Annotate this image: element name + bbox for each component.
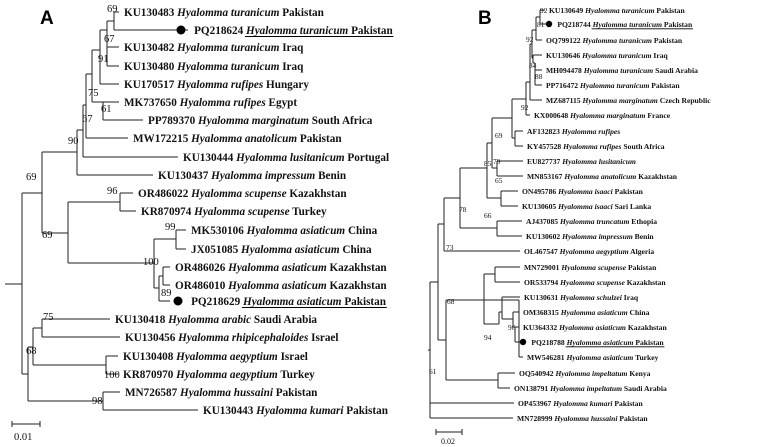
leaf-label bbox=[524, 278, 666, 287]
leaf-location: Pakistan bbox=[346, 405, 388, 417]
leaf-label bbox=[123, 351, 308, 363]
leaf-label bbox=[549, 6, 685, 15]
leaf-location: South Africa bbox=[623, 142, 665, 151]
leaf-accession: KU130456 bbox=[125, 332, 176, 344]
leaf-species: Hyalomma turanicum bbox=[583, 66, 654, 75]
leaf-location: Turkey bbox=[292, 206, 327, 218]
leaf-accession: MW172215 bbox=[133, 133, 189, 145]
leaf-label bbox=[124, 97, 297, 109]
leaf-accession: ON138791 bbox=[514, 384, 549, 393]
study-sample-marker bbox=[174, 297, 183, 306]
bootstrap-value: 69 bbox=[42, 230, 53, 241]
bootstrap-value: 100 bbox=[104, 370, 120, 381]
leaf-location: Pakistan bbox=[619, 414, 648, 423]
leaf-accession: EU827737 bbox=[527, 157, 561, 166]
leaf-species: Hyalomma rhipicephaloides bbox=[178, 332, 309, 344]
bootstrap-value: 67 bbox=[104, 34, 115, 45]
leaf-location: Kazakhstan bbox=[329, 280, 387, 292]
bootstrap-value: 61 bbox=[429, 367, 437, 376]
leaf-accession: KU130649 bbox=[549, 6, 584, 15]
leaf-location: Israel bbox=[280, 351, 308, 363]
leaf-accession: MN853167 bbox=[527, 172, 563, 181]
leaf-accession: MN728999 bbox=[517, 414, 553, 423]
leaf-accession: KU130418 bbox=[115, 314, 166, 326]
leaf-accession: KU364332 bbox=[523, 323, 558, 332]
leaf-species: Hyalomma lusitanicum bbox=[562, 157, 636, 166]
leaf-species: Hyalomma turanicum bbox=[582, 51, 652, 60]
leaf-species: Hyalomma turanicum bbox=[177, 7, 280, 19]
bootstrap-value: 88 bbox=[535, 72, 543, 81]
leaf-label bbox=[531, 338, 664, 347]
leaf-label bbox=[123, 369, 315, 381]
leaf-species: Hyalomma turanicum bbox=[585, 6, 655, 15]
leaf-accession: KR870970 bbox=[123, 369, 174, 381]
leaf-species: Hyalomma marginatum bbox=[198, 115, 309, 127]
leaf-species: Hyalomma turanicum bbox=[177, 42, 280, 54]
leaf-label bbox=[523, 308, 650, 317]
leaf-accession: KU130443 bbox=[203, 405, 254, 417]
leaf-location: China bbox=[629, 308, 650, 317]
leaf-species: Hyalomma aegyptium bbox=[176, 351, 278, 363]
tree-b-leaves bbox=[514, 6, 711, 423]
leaf-species: Hyalomma scupense bbox=[560, 278, 625, 287]
study-sample-marker bbox=[546, 21, 552, 27]
leaf-label bbox=[517, 414, 648, 423]
leaf-location: China bbox=[347, 225, 378, 237]
leaf-label bbox=[524, 247, 654, 256]
leaf-location: China bbox=[342, 244, 372, 256]
leaf-label bbox=[523, 323, 667, 332]
leaf-species: Hyalomma rufipes bbox=[179, 97, 266, 109]
leaf-accession: AF132823 bbox=[527, 127, 560, 136]
leaf-species: Hyalomma turanicum bbox=[246, 25, 349, 37]
bootstrap-value: 66 bbox=[484, 211, 492, 220]
leaf-location: Iraq bbox=[282, 61, 304, 73]
leaf-species: Hyalomma turanicum bbox=[592, 20, 663, 29]
leaf-accession: MK737650 bbox=[124, 97, 177, 109]
leaf-location: South Africa bbox=[311, 115, 373, 127]
leaf-accession: KU130408 bbox=[123, 351, 174, 363]
leaf-species: Hyalomma rufipes bbox=[177, 79, 264, 91]
leaf-location: Benin bbox=[634, 232, 654, 241]
leaf-species: Hyalomma isaaci bbox=[558, 202, 613, 211]
scale-bar-a-label: 0.01 bbox=[14, 432, 33, 443]
leaf-label bbox=[133, 133, 342, 145]
leaf-species: Hyalomma arabic bbox=[168, 314, 252, 326]
leaf-location: Czech Republic bbox=[659, 96, 711, 105]
bootstrap-value: 81 bbox=[537, 20, 545, 29]
leaf-accession: ON495786 bbox=[522, 187, 557, 196]
leaf-label bbox=[527, 172, 678, 181]
leaf-accession: OL467547 bbox=[524, 247, 558, 256]
leaf-location: Turkey bbox=[635, 353, 659, 362]
leaf-accession: OR486022 bbox=[138, 188, 189, 200]
leaf-accession: OR533794 bbox=[524, 278, 559, 287]
panel-label-a: A bbox=[40, 8, 54, 29]
leaf-location: Iraq bbox=[623, 293, 639, 302]
leaf-location: Kazakhstan bbox=[627, 323, 667, 332]
leaf-location: Ethopia bbox=[631, 217, 658, 226]
bootstrap-value: 91 bbox=[98, 54, 109, 65]
leaf-species: Hyalomma kumari bbox=[256, 405, 344, 417]
leaf-species: Hyalomma rufipes bbox=[561, 127, 621, 136]
leaf-accession: KX000648 bbox=[534, 111, 569, 120]
leaf-species: Hyalomma asiaticum bbox=[566, 338, 634, 347]
leaf-location: Pakistan bbox=[628, 263, 657, 272]
leaf-label bbox=[546, 81, 680, 90]
leaf-accession: PQ218629 bbox=[191, 296, 241, 308]
leaf-accession: KU130437 bbox=[158, 170, 209, 182]
leaf-species: Hyalomma isaaci bbox=[558, 187, 613, 196]
leaf-species: Hyalomma asiaticum bbox=[241, 244, 340, 256]
leaf-accession: MN726587 bbox=[125, 387, 178, 399]
leaf-label bbox=[546, 51, 669, 60]
leaf-accession: OP453967 bbox=[518, 399, 552, 408]
bootstrap-value: 90 bbox=[68, 136, 79, 147]
leaf-location: Egypt bbox=[268, 97, 298, 109]
leaf-species: Hyalomma schulzei bbox=[560, 293, 622, 302]
leaf-species: Hyalomma anatolicum bbox=[191, 133, 298, 145]
bootstrap-value: 99 bbox=[165, 222, 176, 233]
leaf-accession: AJ437085 bbox=[526, 217, 559, 226]
bootstrap-value: 92 bbox=[540, 6, 548, 15]
bootstrap-value: 68 bbox=[26, 346, 37, 357]
bootstrap-value: 89 bbox=[161, 288, 172, 299]
leaf-label bbox=[141, 206, 327, 218]
leaf-label bbox=[546, 66, 698, 75]
leaf-label bbox=[534, 111, 671, 120]
leaf-label bbox=[125, 387, 318, 399]
leaf-label bbox=[124, 79, 309, 91]
scale-bar-a bbox=[12, 421, 40, 443]
leaf-species: Hyalomma asiaticum bbox=[560, 308, 628, 317]
leaf-accession: PQ218744 bbox=[557, 20, 591, 29]
leaf-species: Hyalomma truncatum bbox=[559, 217, 630, 226]
leaf-location: Kazakhstan bbox=[289, 188, 347, 200]
leaf-species: Hyalomma impressum bbox=[211, 170, 316, 182]
leaf-accession: PQ218624 bbox=[194, 25, 244, 37]
leaf-location: Hungary bbox=[266, 79, 309, 91]
leaf-species: Hyalomma turanicum bbox=[582, 36, 652, 45]
leaf-species: Hyalomma asiaticum bbox=[243, 296, 342, 308]
leaf-label bbox=[526, 217, 657, 226]
scale-bar-b bbox=[436, 429, 462, 446]
leaf-accession: JX051085 bbox=[191, 244, 239, 256]
bootstrap-value: 84 bbox=[529, 61, 537, 70]
leaf-accession: KU130480 bbox=[124, 61, 175, 73]
leaf-species: Hyalomma aegyptium bbox=[559, 247, 629, 256]
tree-panel-a bbox=[5, 4, 393, 443]
leaf-location: Pakistan bbox=[282, 7, 324, 19]
leaf-species: Hyalomma aegyptium bbox=[176, 369, 278, 381]
bootstrap-value: 69 bbox=[107, 4, 118, 15]
leaf-accession: OQ799122 bbox=[546, 36, 581, 45]
leaf-accession: MZ687115 bbox=[546, 96, 581, 105]
leaf-accession: KU130605 bbox=[522, 202, 557, 211]
leaf-location: Pakistan bbox=[663, 20, 693, 29]
bootstrap-value: 69 bbox=[26, 172, 37, 183]
leaf-location: Pakistan bbox=[275, 387, 318, 399]
bootstrap-value: 69 bbox=[495, 131, 503, 140]
leaf-species: Hyalomma turanicum bbox=[579, 81, 650, 90]
leaf-location: Benin bbox=[318, 170, 347, 182]
leaf-species: Hyalomma kumari bbox=[553, 399, 613, 408]
leaf-label bbox=[522, 187, 644, 196]
leaf-species: Hyalomma impressum bbox=[562, 232, 633, 241]
leaf-accession: MN729001 bbox=[524, 263, 560, 272]
leaf-label bbox=[194, 25, 393, 37]
leaf-accession: OR486010 bbox=[175, 280, 226, 292]
bootstrap-value: 100 bbox=[143, 257, 159, 268]
bootstrap-value: 92 bbox=[521, 103, 529, 112]
leaf-accession: KU130602 bbox=[526, 232, 561, 241]
bootstrap-value: 96 bbox=[508, 323, 516, 332]
study-sample-marker bbox=[177, 26, 186, 35]
leaf-label bbox=[524, 263, 657, 272]
leaf-label bbox=[191, 244, 372, 256]
leaf-label bbox=[158, 170, 347, 182]
leaf-species: Hyalomma lusitanicum bbox=[236, 152, 345, 164]
leaf-accession: KU170517 bbox=[124, 79, 175, 91]
leaf-label bbox=[125, 332, 339, 344]
leaf-accession: OM368315 bbox=[523, 308, 559, 317]
leaf-label bbox=[175, 262, 387, 274]
leaf-location: Iraq bbox=[282, 42, 304, 54]
leaf-species: Hyalomma asiaticum bbox=[228, 280, 327, 292]
leaf-label bbox=[527, 127, 620, 136]
leaf-label bbox=[124, 61, 304, 73]
leaf-species: Hyalomma marginatum bbox=[582, 96, 658, 105]
tree-a-leaves bbox=[115, 7, 393, 417]
leaf-accession: KU130482 bbox=[124, 42, 175, 54]
leaf-location: Sari Lanka bbox=[614, 202, 652, 211]
leaf-accession: OQ540942 bbox=[519, 369, 554, 378]
bootstrap-value: 67 bbox=[82, 114, 93, 125]
leaf-accession: PP789370 bbox=[148, 115, 196, 127]
leaf-label bbox=[527, 353, 659, 362]
scale-bar-b-label: 0.02 bbox=[441, 437, 455, 446]
leaf-location: Turkey bbox=[280, 369, 315, 381]
leaf-species: Hyalomma impeltatum bbox=[555, 369, 628, 378]
bootstrap-value: 92 bbox=[526, 35, 534, 44]
leaf-species: Hyalomma impeltatum bbox=[550, 384, 623, 393]
leaf-location: Kenya bbox=[629, 369, 651, 378]
bootstrap-value: 78 bbox=[459, 205, 467, 214]
leaf-accession: PP716472 bbox=[546, 81, 579, 90]
leaf-label bbox=[524, 293, 639, 302]
leaf-label bbox=[557, 20, 693, 29]
leaf-location: Pakistan bbox=[653, 36, 683, 45]
bootstrap-value: 94 bbox=[484, 333, 492, 342]
bootstrap-value: 96 bbox=[107, 186, 118, 197]
leaf-accession: MW546281 bbox=[527, 353, 565, 362]
leaf-species: Hyalomma rufipes bbox=[563, 142, 622, 151]
leaf-location: Pakistan bbox=[299, 133, 342, 145]
bootstrap-value: 85 bbox=[484, 159, 492, 168]
leaf-accession: PQ218788 bbox=[531, 338, 565, 347]
leaf-accession: KR870974 bbox=[141, 206, 192, 218]
leaf-species: Hyalomma asiaticum bbox=[228, 262, 327, 274]
leaf-location: Kazakhstan bbox=[638, 172, 678, 181]
leaf-location: Saudi Arabia bbox=[623, 384, 667, 393]
leaf-location: Kazakhstan bbox=[329, 262, 387, 274]
leaf-label bbox=[148, 115, 373, 127]
leaf-accession: KU130444 bbox=[183, 152, 234, 164]
leaf-label bbox=[124, 42, 304, 54]
leaf-label bbox=[175, 280, 387, 292]
leaf-location: Pakistan bbox=[351, 25, 393, 37]
leaf-species: Hyalomma scupense bbox=[191, 188, 287, 200]
bootstrap-value: 68 bbox=[447, 297, 455, 306]
leaf-label bbox=[546, 96, 711, 105]
leaf-location: Saudi Arabia bbox=[253, 314, 318, 326]
leaf-species: Hyalomma marginatum bbox=[570, 111, 646, 120]
leaf-species: Hyalomma hussaini bbox=[554, 414, 618, 423]
leaf-location: Pakistan bbox=[635, 338, 664, 347]
bootstrap-value: 79 bbox=[493, 157, 501, 166]
leaf-location: Pakistan bbox=[614, 399, 643, 408]
leaf-location: Pakistan bbox=[614, 187, 643, 196]
leaf-label bbox=[522, 202, 651, 211]
leaf-species: Hyalomma scupense bbox=[194, 206, 290, 218]
bootstrap-value: 65 bbox=[495, 176, 503, 185]
leaf-accession: MK530106 bbox=[191, 225, 244, 237]
leaf-label bbox=[203, 405, 389, 417]
leaf-accession: MH094478 bbox=[546, 66, 582, 75]
leaf-label bbox=[546, 36, 683, 45]
leaf-accession: KU130646 bbox=[546, 51, 581, 60]
leaf-species: Hyalomma asiaticum bbox=[566, 353, 634, 362]
leaf-species: Hyalomma hussaini bbox=[180, 387, 273, 399]
leaf-species: Hyalomma asiaticum bbox=[559, 323, 626, 332]
leaf-location: Saudi Arabia bbox=[655, 66, 698, 75]
leaf-accession: KU130631 bbox=[524, 293, 559, 302]
leaf-species: Hyalomma turanicum bbox=[177, 61, 280, 73]
leaf-label bbox=[519, 369, 651, 378]
leaf-location: Kazakhstan bbox=[626, 278, 666, 287]
leaf-species: Hyalomma asiaticum bbox=[246, 225, 346, 237]
panel-label-b: B bbox=[478, 8, 492, 29]
bootstrap-value: 75 bbox=[43, 312, 54, 323]
leaf-label bbox=[527, 157, 636, 166]
leaf-label bbox=[183, 152, 389, 164]
study-sample-marker bbox=[520, 339, 526, 345]
bootstrap-value: 98 bbox=[92, 396, 103, 407]
leaf-species: Hyalomma anatolicum bbox=[564, 172, 637, 181]
leaf-location: Israel bbox=[311, 332, 339, 344]
leaf-location: Portugal bbox=[347, 152, 390, 164]
leaf-label bbox=[124, 7, 325, 19]
leaf-location: Algeria bbox=[630, 247, 655, 256]
leaf-label bbox=[191, 225, 378, 237]
leaf-label bbox=[115, 314, 317, 326]
leaf-label bbox=[138, 188, 347, 200]
leaf-location: France bbox=[647, 111, 671, 120]
leaf-location: Pakistan bbox=[651, 81, 680, 90]
leaf-location: Iraq bbox=[653, 51, 668, 60]
leaf-accession: OR486026 bbox=[175, 262, 226, 274]
leaf-label bbox=[527, 142, 665, 151]
leaf-location: Pakistan bbox=[656, 6, 685, 15]
tree-panel-b bbox=[428, 6, 711, 446]
leaf-label bbox=[514, 384, 667, 393]
leaf-location: Pakistan bbox=[344, 296, 386, 308]
leaf-species: Hyalomma scupense bbox=[561, 263, 627, 272]
leaf-label bbox=[526, 232, 654, 241]
bootstrap-value: 73 bbox=[446, 243, 454, 252]
leaf-label bbox=[191, 296, 387, 308]
bootstrap-value: 61 bbox=[101, 104, 112, 115]
leaf-accession: KY457528 bbox=[527, 142, 562, 151]
leaf-label bbox=[518, 399, 643, 408]
bootstrap-value: 75 bbox=[88, 88, 99, 99]
leaf-accession: KU130483 bbox=[124, 7, 175, 19]
